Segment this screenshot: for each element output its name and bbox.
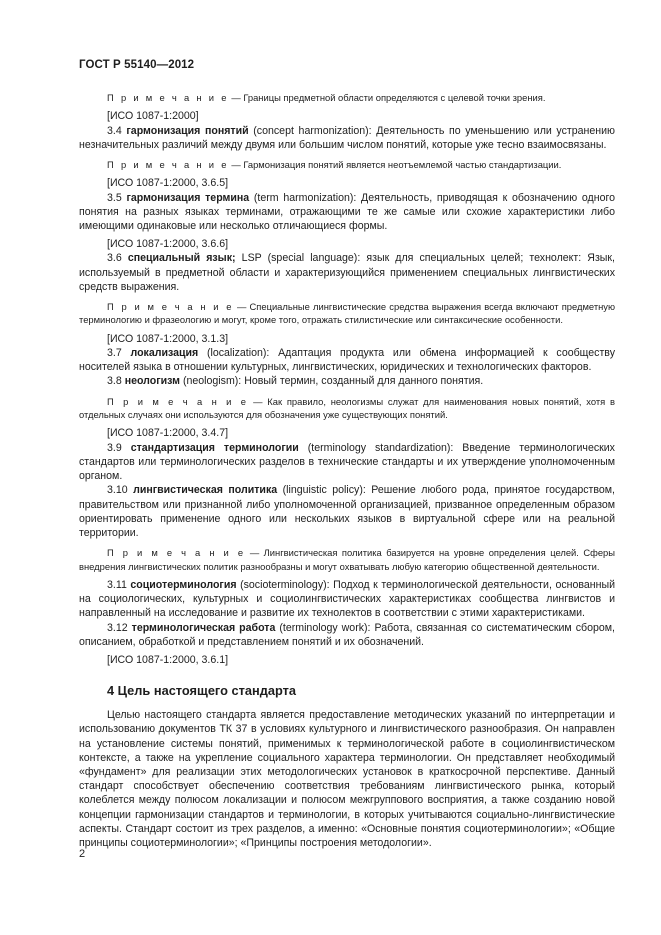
note-label: П р и м е ч а н и е (107, 159, 229, 171)
note-paragraph (79, 395, 615, 422)
term-definition: (concept harmonization): Деятельность по уменьшению или устранению незначительных различий между двумя или большим числом понятий, которые уже тесно взаимосвязаны. (79, 124, 615, 151)
term-definition: (socioterminology): Подход к терминологической деятельности, основанный на социологических, культурных и социолингвистических характеристиках сообщества лингвистов и направленный на исследование и развитие их технолектов в соответствии с этими характеристиками. (79, 578, 616, 620)
term-name: социотерминология (130, 578, 237, 591)
term-definition: (term harmonization): Деятельность, приводящая к обозначению одного понятия на разных языках терминами, отражающими те же самые или схожие характеристики либо имеющими одинаковые или несколько отличающиеся формы. (79, 191, 615, 233)
note-text: Специальные лингвистические средства выражения всегда включают предметную терминологию и фразеологию и могут, кроме того, отражать стилистические или синтаксические особенности. (79, 301, 616, 326)
section-heading: 4 Цель настоящего стандарта (107, 683, 296, 699)
term-entry (79, 191, 615, 234)
term-entry (79, 251, 615, 294)
term-number: 3.10 (107, 484, 128, 497)
note-paragraph (79, 158, 615, 171)
term-entry (79, 578, 615, 621)
term-name: стандартизация терминологии (130, 441, 299, 454)
term-number: 3.11 (107, 578, 127, 591)
term-definition: (localization): Адаптация продукта или обмена информацией к сообществу носителей языка в отношении культурных, лингвистических, юридических и технологических факторов. (79, 347, 616, 374)
note-label: П р и м е ч а н и е (107, 395, 249, 407)
term-definition: (terminology work): Работа, связанная со систематическим сбором, описанием, обработкой и представлением понятий и их обозначений. (79, 621, 615, 648)
document-body (79, 85, 615, 850)
note-label: П р и м е ч а н и е (107, 301, 234, 313)
term-definition: LSP (special language): язык для специальных целей; технолект: Язык, используемый в предметной области и характеризующийся применением специальных лингвистических средств выражения. (79, 252, 616, 293)
term-entry (79, 346, 615, 374)
term-name: гармонизация термина (126, 191, 250, 204)
source-reference: [ИСО 1087-1:2000, 3.1.3] (107, 332, 229, 345)
note-paragraph (79, 546, 615, 573)
term-number: 3.6 (107, 252, 122, 265)
note-paragraph (79, 300, 615, 327)
term-name: лингвистическая политика (133, 484, 278, 497)
term-definition: (neologism): Новый термин, созданный для данного понятия. (180, 375, 484, 388)
source-reference: [ИСО 1087-1:2000, 3.6.1] (107, 653, 229, 666)
term-number: 3.5 (107, 191, 122, 204)
note-label: П р и м е ч а н и е (107, 92, 229, 103)
term-entry (79, 441, 615, 484)
term-number: 3.8 (107, 375, 122, 388)
note-dash: — (228, 92, 244, 103)
term-name: специальный язык; (127, 252, 236, 265)
term-number: 3.12 (107, 621, 128, 634)
source-reference: [ИСО 1087-1:2000, 3.6.6] (107, 238, 229, 251)
note-label: П р и м е ч а н и е (107, 547, 246, 559)
note-text: Гармонизация понятий является неотъемлемой частью стандартизации. (243, 159, 562, 171)
note-dash: — (248, 395, 268, 407)
note-text: Границы предметной области определяются с целевой точки зрения. (243, 92, 546, 103)
source-reference: [ИСО 1087-1:2000, 3.4.7] (107, 427, 229, 440)
term-definition: (linguistic policy): Решение любого рода, принятое государством, правительством или признанной либо уполномоченной организацией, призванное определенным образом ориентировать применение одного или нескольких языков в виртуальной сфере или на реальной территории. (79, 484, 615, 539)
term-entry (79, 621, 615, 649)
term-number: 3.4 (107, 124, 122, 137)
term-name: неологизм (124, 375, 181, 388)
source-reference: [ИСО 1087-1:2000] (107, 110, 199, 123)
term-name: гармонизация понятий (126, 124, 249, 137)
term-name: терминологическая работа (131, 621, 276, 634)
note-dash: — (245, 547, 264, 559)
section-text: Целью настоящего стандарта является предоставление методических указаний по интерпретации и использованию документов ТК 37 в условиях культурного и лингвистического разнообразия. Он направлен на установление системы понятий, применимых к терминологической работе в социолингвистическом контексте, а также на укрепление социального характера терминологии. Он представляет необходимый «фундамент» для реализации этих методологических установок в краткосрочной перспективе. Данный стандарт способствует обеспечению соответствия требованиям лингвистического рынка, который колеблется между полюсом локализации и полюсом межгруппового восприятия, а также созданию новой концепции гармонизации стандартов и терминологии, в которых учитываются социально-лингвистические аспекты. Стандарт состоит из трех разделов, а именно: «Основные понятия социотерминологии»; «Общие принципы социотерминологии»; «Принципы построения методологии». (79, 709, 615, 849)
term-entry (79, 374, 615, 388)
note-text: Лингвистическая политика базируется на уровне определения целей. Сферы внедрения лингвистических политик разнообразны и могут охватывать любую категорию общественной деятельности. (79, 547, 615, 572)
term-number: 3.9 (107, 441, 122, 454)
note-text: Как правило, неологизмы служат для наименования новых понятий, хотя в отдельных случаях они используются для обозначения уже существующих понятий. (79, 395, 615, 421)
term-name: локализация (130, 347, 199, 360)
term-number: 3.7 (107, 347, 122, 360)
standard-header: ГОСТ Р 55140—2012 (79, 59, 195, 71)
note-paragraph (79, 91, 615, 104)
note-dash: — (228, 159, 244, 171)
term-entry (79, 124, 615, 152)
source-reference: [ИСО 1087-1:2000, 3.6.5] (107, 177, 229, 190)
note-dash: — (233, 301, 250, 313)
term-definition: (terminology standardization): Введение терминологических стандартов или терминологических разделов в технические стандарты и их утверждение уполномоченным органом. (79, 441, 615, 483)
term-entry (79, 483, 615, 540)
page-number: 2 (79, 848, 86, 860)
